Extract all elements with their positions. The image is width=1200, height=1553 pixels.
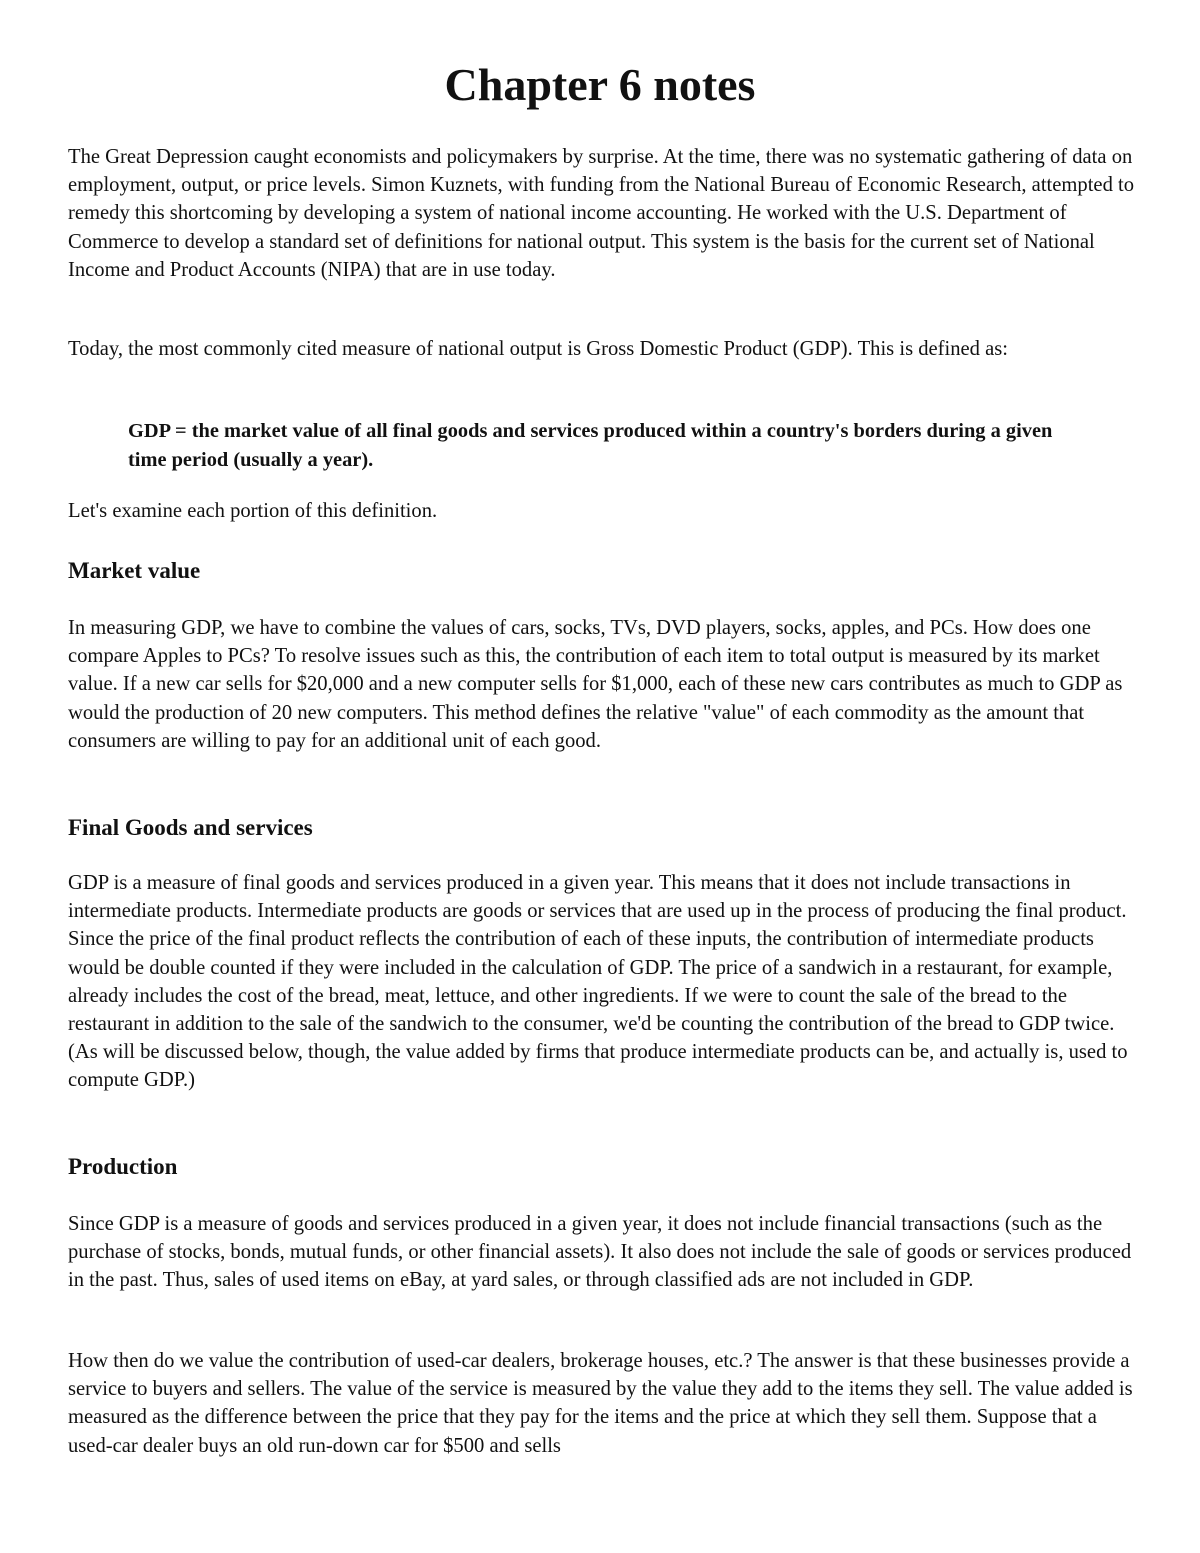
section-heading-market-value: Market value: [68, 558, 201, 583]
section-heading-production: Production: [68, 1154, 178, 1179]
examine-line: Let's examine each portion of this definition.: [68, 500, 438, 522]
section-heading-final-goods: Final Goods and services: [68, 815, 313, 840]
gdp-intro-paragraph: Today, the most commonly cited measure of national output is Gross Domestic Product (GDP). This is defined as:: [68, 338, 1009, 360]
market-value-paragraph: In measuring GDP, we have to combine the values of cars, socks, TVs, DVD players, socks, apples, and PCs. How does one compare Apples to PCs? To resolve issues such as this, the contribution of each item to total output is measured by its market value. If a new car sells for $20,000 and a new computer sells for $1,000, each of these new cars contributes as much to GDP as would the production of 20 new computers. This method defines the relative "value" of each commodity as the amount that consumers are willing to pay for an additional unit of each good.: [68, 617, 1123, 752]
page-title: Chapter 6 notes: [444, 59, 756, 110]
gdp-definition: GDP = the market value of all final goods and services produced within a country's borders during a given time period (usually a year).: [128, 420, 1053, 471]
final-goods-paragraph: GDP is a measure of final goods and services produced in a given year. This means that it does not include transactions in intermediate products. Intermediate products are goods or services that are used up in the process of producing the final product. Since the price of the final product reflects the contribution of each of these inputs, the contribution of intermediate products would be double counted if they were included in the calculation of GDP. The price of a sandwich in a restaurant, for example, already includes the cost of the bread, meat, lettuce, and other ingredients. If we were to count the sale of the bread to the restaurant in addition to the sale of the sandwich to the consumer, we'd be counting the contribution of the bread to GDP twice. (As will be discussed below, though, the value added by firms that produce intermediate products can be, and actually is, used to compute GDP.): [68, 872, 1128, 1092]
production-paragraph-1: Since GDP is a measure of goods and services produced in a given year, it does not include financial transactions (such as the purchase of stocks, bonds, mutual funds, or other financial assets). It also does not include the sale of goods or services produced in the past. Thus, sales of used items on eBay, at yard sales, or through classified ads are not included in GDP.: [68, 1213, 1132, 1292]
intro-paragraph: The Great Depression caught economists and policymakers by surprise. At the time, there was no systematic gathering of data on employment, output, or price levels. Simon Kuznets, with funding from the National Bureau of Economic Research, attempted to remedy this shortcoming by developing a system of national income accounting. He worked with the U.S. Department of Commerce to develop a standard set of definitions for national output. This system is the basis for the current set of National Income and Product Accounts (NIPA) that are in use today.: [68, 146, 1135, 281]
production-paragraph-2: How then do we value the contribution of used-car dealers, brokerage houses, etc.? The answer is that these businesses provide a service to buyers and sellers. The value of the service is measured by the value they add to the items they sell. The value added is measured as the difference between the price that they pay for the items and the price at which they sell them. Suppose that a used-car dealer buys an old run-down car for $500 and sells: [68, 1350, 1133, 1457]
